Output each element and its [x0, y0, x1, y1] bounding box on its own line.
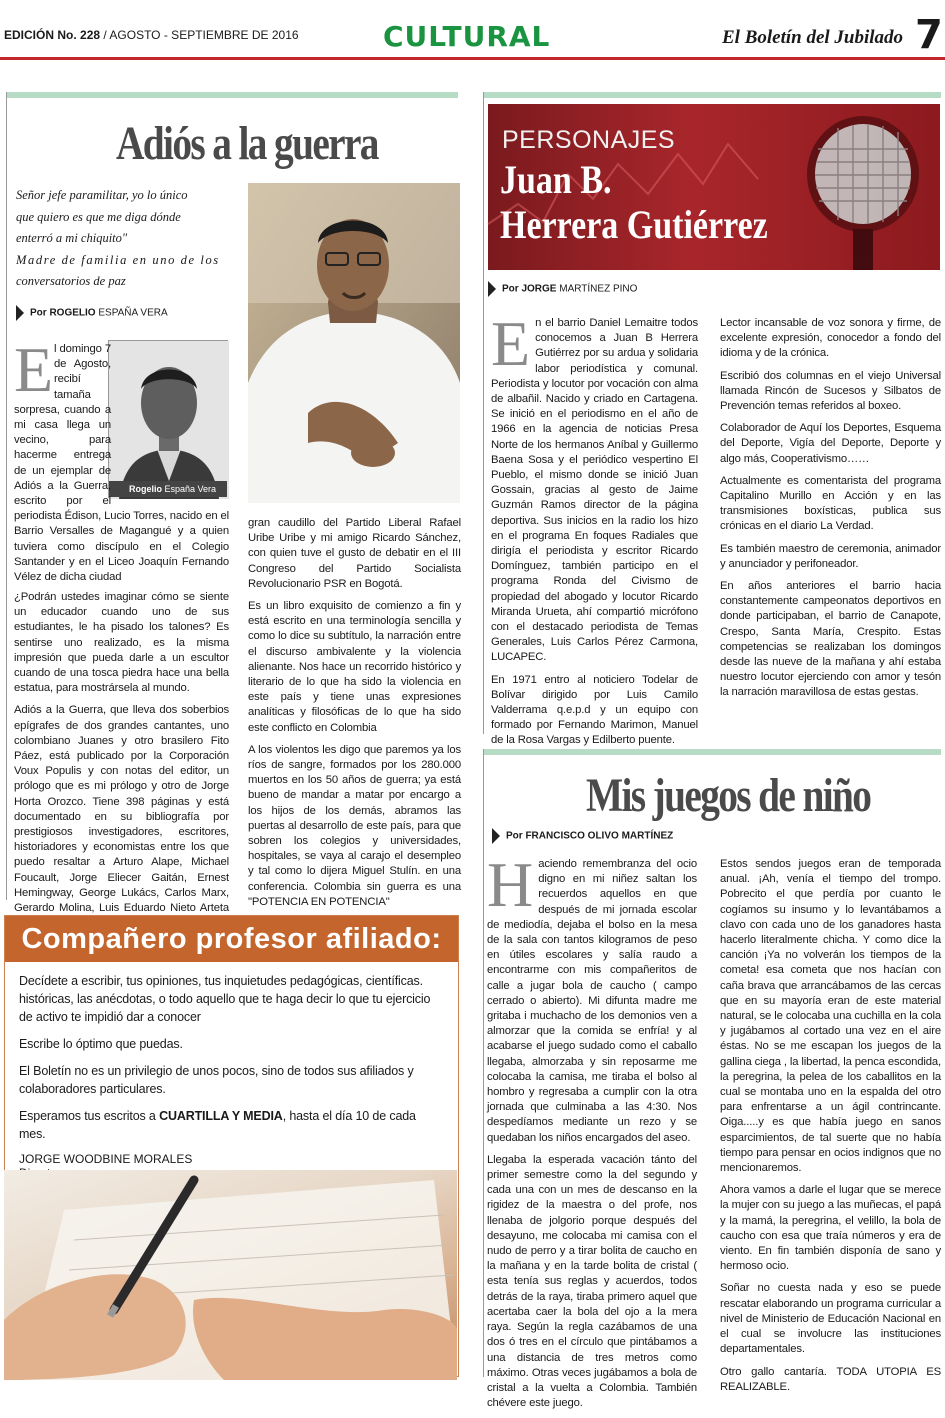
banner-kicker: PERSONAJES — [502, 126, 676, 154]
article2-paragraph: Colaborador de Aquí los Deportes, Esquema del Deporte, Vigía del Deporte, Deporte y algo más, Cooperativismo…… — [720, 422, 941, 465]
article1-col1-body — [14, 590, 229, 938]
promo-paragraph: Decídete a escribir, tus opiniones, tus inquietudes pedagógicas, científicas. históricas, las anécdotas, o todo aquello que te haga decir lo que tu ejercicio de activo te impidió dar a conocer — [19, 974, 431, 1024]
article2-byline — [488, 281, 637, 297]
article2-paragraph: Actualmente es comentarista del programa Capitalino Murillo en Acción y en las transmisiones boxísticas, publica sus crónicas en el diario La Verdad. — [720, 474, 941, 533]
article1-paragraph: Es un libro exquisito de comienzo a fin y está escrito en una terminología sencilla y como lo dice su subtítulo, la narración entre el discurso ambivalente y la violencia alienante. Nos hace un recorrido histórico y literario de lo que ha sido la violencia en este país y tiene unas expresiones analíticas y filosóficas de lo que ha sido este conflicto en Colombia — [248, 600, 461, 734]
article3-dropcap: H — [487, 849, 534, 920]
byline-surname: ESPAÑA VERA — [98, 307, 168, 319]
article2-paragraph: En años anteriores el barrio hacia constantemente campeonatos deportivos en donde participaban, el barrio de Canapote, Crespo, Santa María, Crespito. Estas competencias se realizaban los domingos desde las nueve de la mañana y ahí estaba nuestro locutor ejerciendo con amor y tesón la narración maravillosa de estas gestas. — [720, 580, 941, 699]
dropcap-spacer — [14, 342, 54, 390]
byline-name: FRANCISCO OLIVO MARTÍNEZ — [525, 830, 674, 842]
banner-name-line1: Juan B. — [500, 157, 612, 202]
article2-dropcap: E — [491, 308, 531, 379]
article3-paragraph: Ahora vamos a darle el lugar que se merece la mujer con su juego a las muñecas, el papá y la mamá, la peregrina, el velillo, la bola de caucho con esa que traía números y era de viento. En fin también disponía de sano y hermoso ocio. — [720, 1184, 941, 1273]
article3-paragraph: Llegaba la esperada vacación tánto del primer semestre como la del segundo y cada una con un mes de descanso en la rigidez de la maestra o del profe, nos llenaba de jolgorio porque después del desayuno, me colocaba mi camisa con el nudo de perro y a tirar bolita de caucho en la mañana y en la tarde bolita de cristal ( esta tenía sus reglas y acuerdos, todos detrás de la raya, tiraba primero aquel que acertaba caer la bola del ojo a la mera raya. Según la regla cazábamos de una dos ó tres en el círculo que pintábamos a una distancia de tres metros como máximo. Otras veces jugábamos a bola de cristal a la vuelta a Colombia. También chévere este juego. — [487, 1153, 697, 1410]
epigraph-line: Señor jefe paramilitar, yo lo único — [16, 188, 188, 202]
article1-dropcap: E — [14, 334, 54, 405]
article2-paragraph: Escribió dos columnas en el viejo Universal llamada Rincón de Sucesos y Silbatos de Prevención temas referidos al boxeo. — [720, 369, 941, 413]
article1-paragraph: gran caudillo del Partido Liberal Rafael Uribe Uribe y mi amigo Ricardo Sánchez, con quien tuve el gusto de debatir en el III Congreso del Partido Socialista Revolucionario PSR en Bogotá. — [248, 517, 461, 590]
promo-deadline — [19, 1107, 444, 1143]
edition-date: / AGOSTO - SEPTIEMBRE DE 2016 — [103, 28, 299, 42]
article3-col1 — [487, 849, 697, 1418]
article3-paragraph: Otro gallo cantaría. TODA UTOPIA ES REALIZABLE. — [720, 1365, 941, 1393]
article1-top-rule — [6, 92, 458, 98]
article3-byline — [492, 828, 673, 844]
epigraph-line: Madre de familia en uno de los — [16, 252, 220, 267]
promo-paragraph: Escribe lo óptimo que puedas. — [19, 1037, 183, 1051]
promo-heading: Compañero profesor afiliado: — [5, 916, 458, 962]
article1-paragraph: A los violentos les digo que paremos ya los ríos de sangre, formados por los 280.000 muertos en los 50 años de guerra; ya está bueno de mandar a matar por encargo a los hijos de los demás, abramos las puertas al desarrollo de este país, para que sobren los colegios y universidades, hospitales, se vaya al carajo el desempleo y tal como lo dijera Miguel Stulín. en una conferencia. Colombia sin guerra es una "POTENCIA EN POTENCIA" — [248, 743, 461, 908]
article2-paragraph: Lector incansable de voz sonora y firme, de excelente expresión, conocedor a fondo del idioma y de la crónica. — [720, 317, 941, 360]
article3-title: Mis juegos de niño — [586, 769, 871, 822]
signer-name: JORGE WOODBINE MORALES — [19, 1152, 193, 1166]
deadline-length: CUARTILLA Y MEDIA — [159, 1109, 283, 1123]
byline-name: JORGE — [521, 283, 557, 295]
byline-name: ROGELIO — [49, 307, 96, 319]
article1-col2 — [248, 516, 461, 917]
article2-col2 — [720, 316, 941, 708]
writing-hand-photo — [4, 1170, 457, 1380]
banner-name-line2: Herrera Gutiérrez — [500, 202, 768, 247]
promo-body — [5, 962, 458, 1180]
edition-label: EDICIÓN — [4, 28, 55, 42]
epigraph-line: conversatorios de paz — [16, 274, 126, 288]
epigraph-line: enterró a mi chiquito" — [16, 231, 128, 245]
article1-lead-paragraph: l domingo 7 de Agosto, recibí tamaña sorpresa, cuando a mi casa llega un vecino, para hacerme entrega de un ejemplar de Adiós a la Guerra, escrito por el periodista Édison, Lucio Torres, nacido en el Barrio Versalles de Magangué y a quien tuviera como discípulo en el Colegio Santander y en el Liceo Joaquín Fernando Vélez de dicha ciudad — [14, 343, 229, 584]
article1-col1-wrapper — [14, 334, 229, 592]
article1-left-rule — [6, 92, 7, 900]
byline-arrow-icon — [488, 281, 496, 297]
article2-left-rule — [483, 92, 484, 734]
byline-arrow-icon — [16, 305, 24, 321]
byline-arrow-icon — [492, 828, 500, 844]
article3-col2 — [720, 857, 941, 1402]
page-number: 7 — [915, 12, 943, 58]
article2-paragraph: En 1971 entro al noticiero Todelar de Bolívar dirigido por Luis Camilo Valderrama q.e.p.d y un equipo con formado por Fernando Marimon, Manuel de la Rosa Vargas y Edilberto puente. — [491, 673, 698, 747]
article1-epigraph — [16, 185, 229, 293]
article3-lead-paragraph: aciendo remembranza del ocio digno en mi niñez saltan los recuerdos aquellos en que después de mi jornada escolar de mediodía, dejaba el bolso en la mesa de la sala con tantos kilogramos de peso en útiles escolares y salía raudo a encontrarme con mis compañeritos de calle a jugar bola de caucho ( campo cerrado o abierto). Mi difunta madre me gritaba i muchacho de los demonios ven a almorzar que la comida se enfría! y al acabarse el juego sudado como el caballo llegaba, almorzaba y sin reposarme me colocaba la camisa, me tiraba el bolso al hombro y regresaba a cumplir con la otra jornada que culminaba a las 4:30. Nos despedíamos mediante un rezo y se quedaban los niños encargados del aseo. — [487, 858, 697, 1144]
personajes-banner — [488, 104, 940, 270]
article1-paragraph: ¿Podrán ustedes imaginar cómo se siente un educador cuando uno de sus estudiantes, le ha pisado los talones? Es sentirse uno realizado, es la misma impresión que pueda darle a un escultor cuando de una tosca piedra hace una bella estatua, para mostrársela al mundo. — [14, 591, 229, 695]
article1-photo — [248, 183, 460, 503]
caption-first: Rogelio — [129, 484, 162, 494]
publication-name: El Boletín del Jubilado — [722, 27, 904, 48]
edition-info — [4, 28, 299, 42]
byline-prefix: Por — [502, 283, 519, 295]
edition-number: No. 228 — [57, 28, 101, 42]
article3-top-rule — [483, 749, 941, 755]
byline-surname: MARTÍNEZ PINO — [559, 283, 638, 295]
article2-top-rule — [483, 92, 941, 98]
article1-paragraph: Adiós a la Guerra, que lleva dos soberbios epígrafes de dos grandes cantantes, uno colombiano Juanes y otro brasilero Fito Páez, está publicado por la Corporación Voux Populis y con notas del editor, un prólogo que es mi prólogo y otro de Jorge Horta Orozco. Tiene 398 páginas y está documentado en su bibliografía por prestigiosos investigadores, escritores, historiadores y economistas entre los que puedo resaltar a Arturo Alape, Michael Foucault, Jorge Eliecer Gaitán, Ernest Hemingway, George Lukács, Carlos Marx, Gerardo Molina, Luis Eduardo Nieto Arteta — [14, 704, 229, 915]
article1-title: Adiós a la guerra — [116, 117, 378, 170]
portrait-spacer — [111, 342, 229, 504]
deadline-date: , hasta el día 10 de cada mes. — [19, 1109, 416, 1141]
epigraph-line: que quiero es que me diga dónde — [16, 209, 181, 224]
article2-lead-paragraph: n el barrio Daniel Lemaitre todos conocemos a Juan B Herrera Gutiérrez por su ardua y solidaria labor periodística y comunal. Periodista y locutor por vocación con alma de albañil. Nacido y criado en Cartagena. Se inició en el periodismo en el año de 1966 en la agencia de noticias Presa Norte de los hermanos Aníbal y Guillermo Baena Sosa y el periódico vespertino El Pueblo, el mismo donde se inició Juan Gossain, gracias al gesto de Jaime Guzmán Ramos director de la página deportiva. Sus inicios en la radio los hizo en el programa En foques Radiales que dirigía el periodista y escritor Ricardo Domínguez, también participo en el programa Ronda del Civismo de propiedad del abogado y locutor Ricardo Miranda Urueta, ahí compartió micrófono con el destacado periodista de Temas Generales, Luis Carlos Pérez Carmona, LUCAPEC. — [491, 317, 698, 664]
section-title: CULTURAL — [383, 20, 551, 53]
byline-prefix: Por — [30, 307, 47, 319]
article3-left-rule — [483, 749, 484, 1377]
promo-paragraph: El Boletín no es un privilegio de unos pocos, sino de todos sus afiliados y colaboradores particulares. — [19, 1064, 414, 1096]
article1-byline — [16, 305, 168, 321]
article3-paragraph: Soñar no cuesta nada y eso se puede rescatar elaborando un programa curricular a nivel de Ministerio de Educación Nacional en el cual se involucre las instituciones departamentales. — [720, 1282, 941, 1356]
article2-paragraph: Es también maestro de ceremonia, animador y anunciador y perifoneador. — [720, 542, 941, 570]
page-header — [0, 0, 945, 60]
deadline-prefix: Esperamos tus escritos a — [19, 1109, 156, 1123]
writing-hand-figure — [4, 1170, 457, 1380]
byline-prefix: Por — [506, 830, 523, 842]
caption-rest: España Vera — [164, 484, 217, 494]
article3-paragraph: Estos sendos juegos eran de temporada anual. ¡Ah, venía el tiempo del trompo. Pobrecito el que perdía por cuanto le cogíamos su insumo y lo levantábamos a clavo con cada uno de los ganadores hasta hacerlo literalmente chicha. Y como dice la canción ¡Ya no volverán los tiempos de la cometa! esa cometa que nos hacían con caña brava que arrancábamos de las cercas que en su mayoría eran de este material natural, se le colocaba una cuchilla en la cola y jugábamos al cortado una vez en el aire éstas. No se me escapan los juegos de la gallina ciega , la libertad, la penca escondida, la peregrina, la pelea de los caballitos en la cual se montaba uno en la espalda del otro para enfrentarse a un ágil contrincante. Oiga.....y es que había juego en sanos esparcimientos, de tal suerte que no había tiempo para pensar en ocios indignos que no mencionaremos. — [720, 858, 941, 1175]
article2-col1 — [491, 308, 698, 756]
man-photo-figure — [248, 183, 460, 503]
